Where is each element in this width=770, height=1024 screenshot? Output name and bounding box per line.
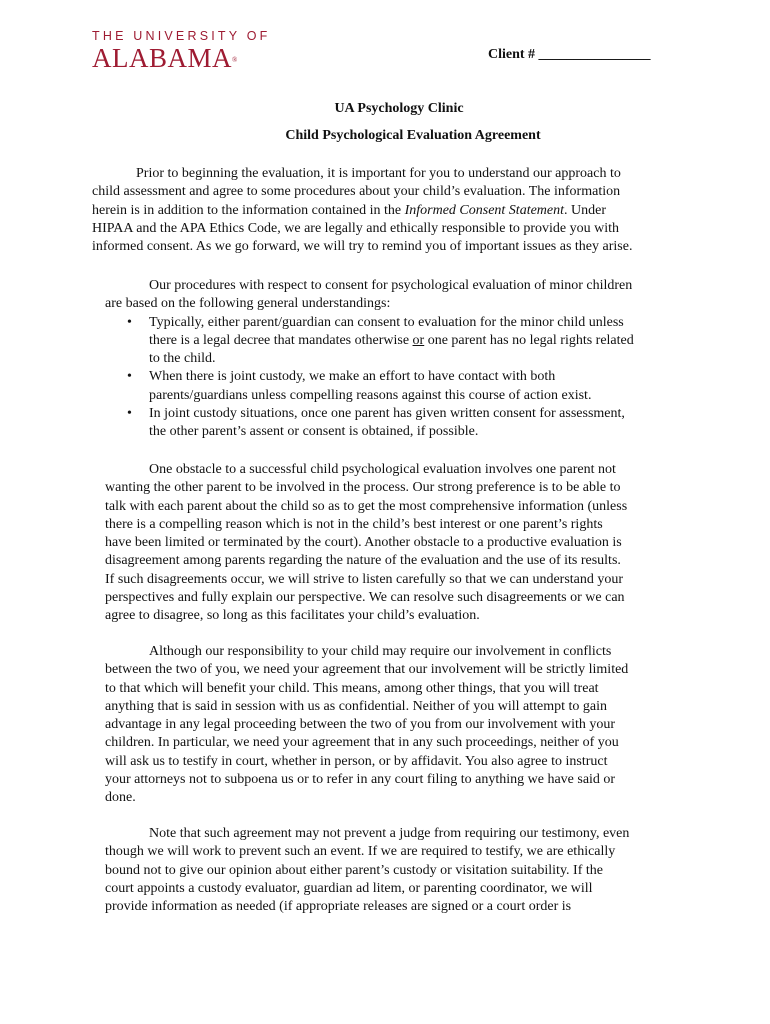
text-line: wanting the other parent to be involved in the process. Our strong preference is to be able to bbox=[105, 480, 621, 496]
text-line: there is a compelling reason which is not in the child’s best interest or one parent’s rights bbox=[105, 516, 603, 532]
informed-consent-reference: Informed Consent Statement bbox=[404, 202, 565, 218]
clinic-title: UA Psychology Clinic bbox=[334, 101, 464, 116]
registered-mark: ® bbox=[232, 56, 238, 64]
text-line: child assessment and agree to some procedures about your child’s evaluation. The information bbox=[92, 184, 621, 200]
text-line: court appoints a custody evaluator, guardian ad litem, or parenting coordinator, we will bbox=[105, 880, 593, 896]
text-line: have been limited or terminated by the court). Another obstacle to a productive evaluation is bbox=[105, 535, 622, 551]
text-line: informed consent. As we go forward, we will try to remind you of important issues as they arise. bbox=[92, 239, 633, 255]
text-line: done. bbox=[105, 790, 136, 806]
text-line: If such disagreements occur, we will strive to listen carefully so that we can understand your bbox=[105, 571, 624, 587]
text-run: one parent has no legal rights related bbox=[424, 332, 634, 348]
text-line: agree to disagree, so long as this facilitates your child’s evaluation. bbox=[105, 608, 480, 624]
text-line: Note that such agreement may not prevent a judge from requiring our testimony, even bbox=[149, 826, 630, 841]
text-run: herein is in addition to the information contained in the bbox=[92, 202, 405, 218]
text-line: to that which will benefit your child. This means, among other things, that you will treat bbox=[105, 680, 599, 696]
bullet-marker: • bbox=[127, 314, 132, 330]
text-run: . Under bbox=[564, 202, 607, 218]
list-item bbox=[105, 368, 634, 405]
obstacle-paragraph bbox=[105, 461, 627, 626]
underlined-or: or bbox=[412, 332, 425, 348]
bullet-marker: • bbox=[127, 369, 132, 385]
note-paragraph bbox=[105, 825, 629, 916]
agreement-title: Child Psychological Evaluation Agreement bbox=[285, 128, 541, 143]
text-line: parents/guardians unless compelling reasons against this course of action exist. bbox=[149, 387, 592, 403]
text-line: disagreement among parents regarding the nature of the evaluation and the use of its results. bbox=[105, 553, 621, 569]
text-line: between the two of you, we need your agreement that our involvement will be strictly limited bbox=[105, 662, 629, 678]
consent-bullet-list bbox=[105, 314, 634, 442]
text-line: will ask us to testify in court, whether in person, or by affidavit. You also agree to instruct bbox=[105, 753, 608, 769]
logo-main-text bbox=[92, 44, 271, 72]
logo-wordmark: ALABAMA bbox=[92, 43, 233, 73]
logo-top-text: THE UNIVERSITY OF bbox=[92, 29, 271, 43]
text-run: there is a legal decree that mandates otherwise bbox=[149, 332, 413, 348]
text-line: anything that is said in session with us as confidential. Neither of you will attempt to gain bbox=[105, 698, 607, 714]
text-line: One obstacle to a successful child psychological evaluation involves one parent not bbox=[149, 462, 616, 477]
text-line: your attorneys not to subpoena us or to refer in any court filing to anything we have said or bbox=[105, 772, 616, 788]
text-line: bound not to give our opinion about either parent’s custody or visitation suitability. If the bbox=[105, 862, 603, 878]
text-line: Our procedures with respect to consent for psychological evaluation of minor children bbox=[149, 278, 633, 293]
list-item bbox=[105, 314, 634, 369]
text-line: to the child. bbox=[149, 351, 216, 367]
university-logo bbox=[92, 30, 271, 72]
text-line bbox=[149, 332, 634, 350]
text-line: perspectives and fully explain our perspective. We can resolve such disagreements or we can bbox=[105, 590, 625, 606]
text-line: Typically, either parent/guardian can consent to evaluation for the minor child unless bbox=[149, 314, 624, 330]
text-line: are based on the following general understandings: bbox=[105, 296, 391, 312]
text-line: HIPAA and the APA Ethics Code, we are legally and ethically responsible to provide you with bbox=[92, 220, 619, 236]
text-line: Prior to beginning the evaluation, it is important for you to understand our approach to bbox=[136, 166, 621, 181]
text-line: In joint custody situations, once one parent has given written consent for assessment, bbox=[149, 406, 625, 422]
text-line: the other parent’s assent or consent is obtained, if possible. bbox=[149, 424, 479, 440]
list-item bbox=[105, 405, 634, 442]
responsibility-paragraph bbox=[105, 643, 628, 808]
text-line: advantage in any legal proceeding between the two of you from our involvement with your bbox=[105, 717, 616, 733]
text-line: When there is joint custody, we make an effort to have contact with both bbox=[149, 369, 556, 385]
text-line: provide information as needed (if appropriate releases are signed or a court order is bbox=[105, 899, 572, 915]
text-line: Although our responsibility to your child may require our involvement in conflicts bbox=[149, 644, 612, 659]
text-line: talk with each parent about the child so as to get the most comprehensive information (unless bbox=[105, 498, 628, 514]
client-number-field: Client # ________________ bbox=[488, 47, 651, 62]
text-line: children. In particular, we need your agreement that in any such proceedings, neither of you bbox=[105, 735, 619, 751]
consent-paragraph bbox=[105, 277, 634, 442]
intro-paragraph bbox=[92, 165, 632, 256]
text-line bbox=[92, 202, 632, 220]
text-line: though we will work to prevent such an event. If we are required to testify, we are ethically bbox=[105, 844, 616, 860]
bullet-marker: • bbox=[127, 406, 132, 422]
